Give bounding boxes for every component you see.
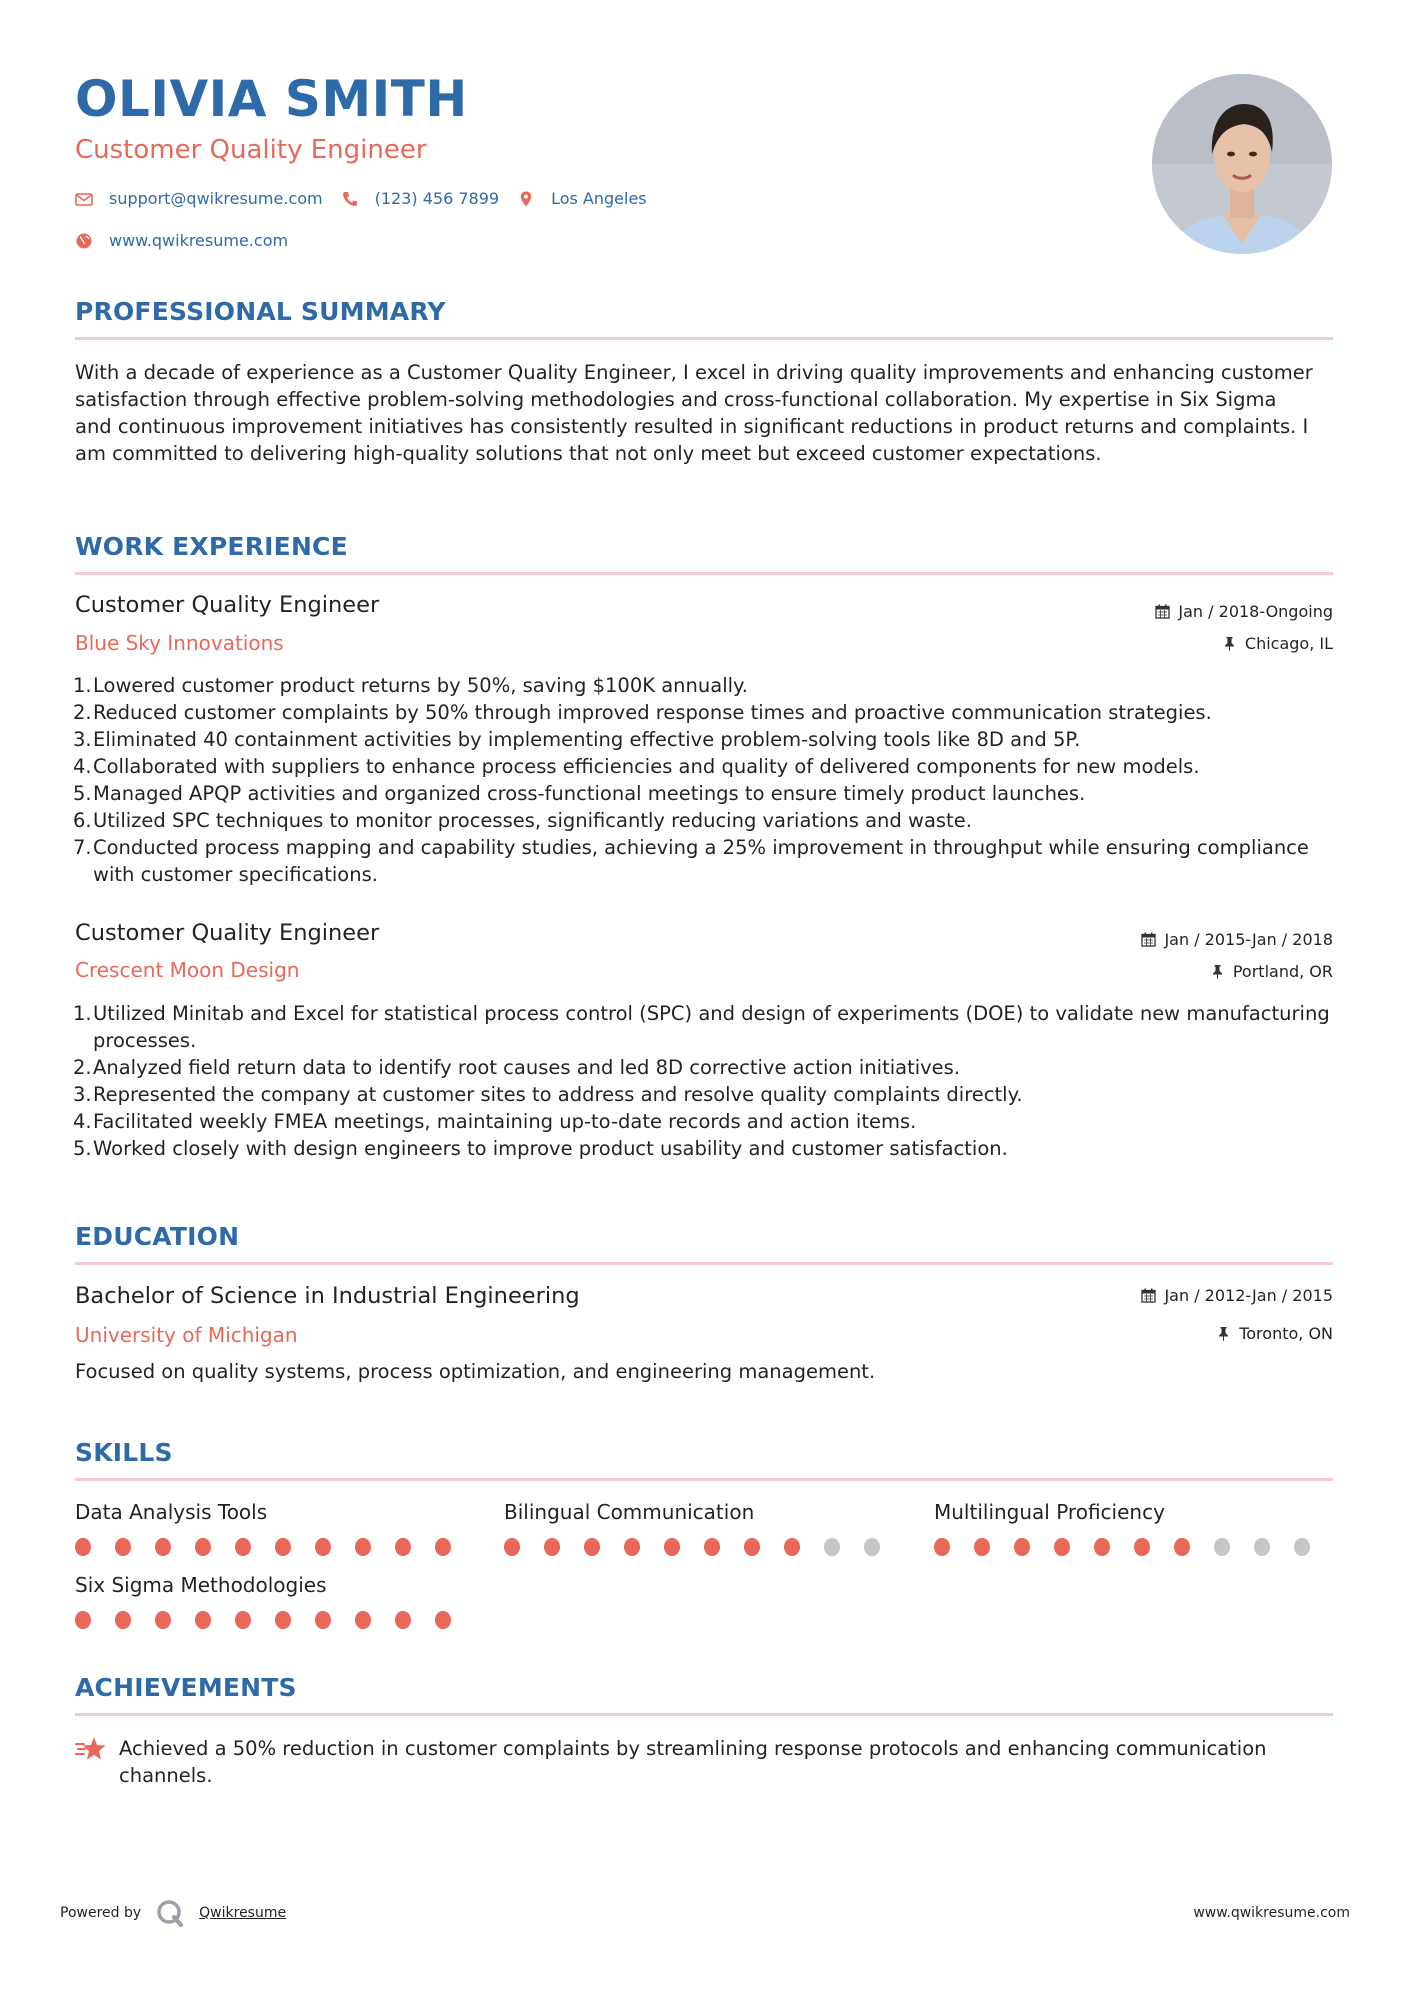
skill-dot-empty xyxy=(1294,1538,1310,1556)
section-divider xyxy=(75,1713,1333,1716)
job-achievements-list xyxy=(75,672,1333,888)
skill-label: Bilingual Communication xyxy=(504,1500,755,1524)
list-item: 1. Lowered customer product returns by 50%, saving $100K annually. xyxy=(73,674,749,697)
skill-dot-filled xyxy=(1094,1538,1110,1556)
skill-dot-filled xyxy=(235,1611,251,1629)
calendar-icon xyxy=(1155,604,1170,619)
footer-url[interactable]: www.qwikresume.com xyxy=(1193,1905,1350,1921)
contact-row-1 xyxy=(75,189,665,208)
skill-dot-empty xyxy=(1214,1538,1230,1556)
education-dates xyxy=(1141,1286,1333,1305)
skill-label: Data Analysis Tools xyxy=(75,1500,268,1524)
skill-dot-filled xyxy=(974,1538,990,1556)
skill-dot-filled xyxy=(1174,1538,1190,1556)
skill-dot-filled xyxy=(784,1538,800,1556)
skill-dot-filled xyxy=(664,1538,680,1556)
job-achievements-list xyxy=(75,1000,1333,1162)
skill-rating xyxy=(75,1538,475,1556)
list-item: 7. Conducted process mapping and capability studies, achieving a 25% improvement in throughput while ensuring compliance with customer specifications. xyxy=(73,836,1309,886)
school-name: University of Michigan xyxy=(75,1323,298,1347)
skill-rating xyxy=(75,1611,475,1629)
skill-item xyxy=(504,1500,904,1556)
skill-dot-filled xyxy=(75,1538,91,1556)
contact-location xyxy=(517,189,647,208)
list-item: 4. Collaborated with suppliers to enhance process efficiencies and quality of delivered components for new models. xyxy=(73,755,1200,778)
section-divider xyxy=(75,1478,1333,1481)
skill-dot-filled xyxy=(435,1538,451,1556)
skill-dot-filled xyxy=(395,1538,411,1556)
skill-dot-filled xyxy=(544,1538,560,1556)
skill-dot-filled xyxy=(275,1611,291,1629)
list-item: 4. Facilitated weekly FMEA meetings, maintaining up-to-date records and action items. xyxy=(73,1110,917,1133)
skill-rating xyxy=(504,1538,904,1556)
location-text: Los Angeles xyxy=(551,189,647,208)
calendar-icon xyxy=(1141,932,1156,947)
envelope-icon xyxy=(75,190,93,208)
skill-dot-filled xyxy=(115,1538,131,1556)
profile-photo xyxy=(1152,74,1332,254)
job-dates xyxy=(1155,602,1333,621)
map-pin-icon xyxy=(517,190,535,208)
education-description: Focused on quality systems, process optimization, and engineering management. xyxy=(75,1360,876,1383)
job-company: Crescent Moon Design xyxy=(75,958,300,982)
contact-email[interactable] xyxy=(75,189,323,208)
pushpin-icon xyxy=(1222,636,1237,651)
pushpin-icon xyxy=(1216,1326,1231,1341)
phone-text: (123) 456 7899 xyxy=(374,189,500,208)
skill-dot-filled xyxy=(704,1538,720,1556)
skill-dot-filled xyxy=(195,1538,211,1556)
job-location xyxy=(1222,634,1333,653)
section-title-education: EDUCATION xyxy=(75,1222,240,1251)
job-location xyxy=(1210,962,1333,981)
skill-dot-filled xyxy=(744,1538,760,1556)
website-text: www.qwikresume.com xyxy=(109,231,289,250)
job-title: Customer Quality Engineer xyxy=(75,592,380,618)
job-location-text: Portland, OR xyxy=(1232,962,1333,981)
list-item: 1. Utilized Minitab and Excel for statistical process control (SPC) and design of experiments (DOE) to validate new manufacturing processes. xyxy=(73,1002,1330,1052)
skill-label: Six Sigma Methodologies xyxy=(75,1573,327,1597)
skill-dot-filled xyxy=(1054,1538,1070,1556)
summary-text: With a decade of experience as a Customer Quality Engineer, I excel in driving quality improvements and enhancing customer satisfaction through effective problem-solving methodologies and cross-functional collaboration. My expertise in Six Sigma and continuous improvement initiatives has consistently resulted in significant reductions in product returns and complaints. I am committed to delivering high-quality solutions that not only meet but exceed customer expectations. xyxy=(75,361,1313,465)
education-dates-text: Jan / 2012-Jan / 2015 xyxy=(1164,1286,1333,1305)
skill-dot-filled xyxy=(934,1538,950,1556)
brand-link[interactable]: Qwikresume xyxy=(199,1905,287,1921)
job-company: Blue Sky Innovations xyxy=(75,631,284,655)
job-title: Customer Quality Engineer xyxy=(75,920,380,946)
globe-icon xyxy=(75,232,93,250)
education-location xyxy=(1216,1324,1333,1343)
job-location-text: Chicago, IL xyxy=(1244,634,1333,653)
skill-item xyxy=(75,1500,475,1556)
skill-dot-filled xyxy=(275,1538,291,1556)
section-title-skills: SKILLS xyxy=(75,1438,173,1467)
contact-website[interactable] xyxy=(75,231,288,250)
skill-dot-filled xyxy=(504,1538,520,1556)
list-item: 2. Reduced customer complaints by 50% through improved response times and proactive communication strategies. xyxy=(73,701,1212,724)
skill-dot-filled xyxy=(584,1538,600,1556)
job-dates-text: Jan / 2018-Ongoing xyxy=(1178,602,1333,621)
section-title-experience: WORK EXPERIENCE xyxy=(75,532,348,561)
skill-item xyxy=(75,1573,475,1629)
section-title-achievements: ACHIEVEMENTS xyxy=(75,1673,297,1702)
skill-dot-filled xyxy=(435,1611,451,1629)
list-item: 2. Analyzed field return data to identify root causes and led 8D corrective action initiatives. xyxy=(73,1056,961,1079)
skill-dot-filled xyxy=(1014,1538,1030,1556)
skill-dot-filled xyxy=(1134,1538,1150,1556)
candidate-name: OLIVIA SMITH xyxy=(75,70,468,128)
skill-dot-filled xyxy=(75,1611,91,1629)
education-location-text: Toronto, ON xyxy=(1239,1324,1333,1343)
skill-dot-filled xyxy=(395,1611,411,1629)
achievement-text: Achieved a 50% reduction in customer complaints by streamlining response protocols and enhancing communication channels. xyxy=(119,1737,1267,1787)
pushpin-icon xyxy=(1210,964,1225,979)
skill-dot-filled xyxy=(155,1611,171,1629)
skill-dot-empty xyxy=(864,1538,880,1556)
achievement-item xyxy=(75,1735,1333,1789)
contact-phone[interactable] xyxy=(341,189,499,208)
skill-dot-filled xyxy=(624,1538,640,1556)
skill-dot-filled xyxy=(235,1538,251,1556)
skill-dot-filled xyxy=(315,1538,331,1556)
list-item: 3. Represented the company at customer sites to address and resolve quality complaints directly. xyxy=(73,1083,1023,1106)
phone-icon xyxy=(341,190,359,208)
job-dates-text: Jan / 2015-Jan / 2018 xyxy=(1164,930,1333,949)
skill-dot-filled xyxy=(355,1538,371,1556)
skill-label: Multilingual Proficiency xyxy=(934,1500,1165,1524)
degree-title: Bachelor of Science in Industrial Engineering xyxy=(75,1283,580,1309)
contact-row-2 xyxy=(75,231,306,250)
job-dates xyxy=(1141,930,1333,949)
section-divider xyxy=(75,572,1333,575)
section-divider xyxy=(75,337,1333,340)
skill-dot-empty xyxy=(1254,1538,1270,1556)
list-item: 6. Utilized SPC techniques to monitor processes, significantly reducing variations and waste. xyxy=(73,809,972,832)
skill-dot-filled xyxy=(195,1611,211,1629)
list-item: 5. Managed APQP activities and organized cross-functional meetings to ensure timely product launches. xyxy=(73,782,1086,805)
candidate-title: Customer Quality Engineer xyxy=(75,135,427,165)
skill-dot-filled xyxy=(315,1611,331,1629)
section-title-summary: PROFESSIONAL SUMMARY xyxy=(75,297,446,326)
star-icon xyxy=(75,1735,107,1763)
list-item: 3. Eliminated 40 containment activities by implementing effective problem-solving tools like 8D and 5P. xyxy=(73,728,1081,751)
email-text: support@qwikresume.com xyxy=(109,189,323,208)
skill-dot-filled xyxy=(355,1611,371,1629)
skill-item xyxy=(934,1500,1334,1556)
calendar-icon xyxy=(1141,1288,1156,1303)
section-divider xyxy=(75,1262,1333,1265)
qwikresume-logo xyxy=(155,1898,185,1928)
skill-dot-empty xyxy=(824,1538,840,1556)
skill-dot-filled xyxy=(155,1538,171,1556)
skill-dot-filled xyxy=(115,1611,131,1629)
list-item: 5. Worked closely with design engineers to improve product usability and customer satisfaction. xyxy=(73,1137,1008,1160)
powered-by-text: Powered by xyxy=(60,1905,142,1921)
skill-rating xyxy=(934,1538,1334,1556)
footer-branding xyxy=(60,1898,286,1928)
